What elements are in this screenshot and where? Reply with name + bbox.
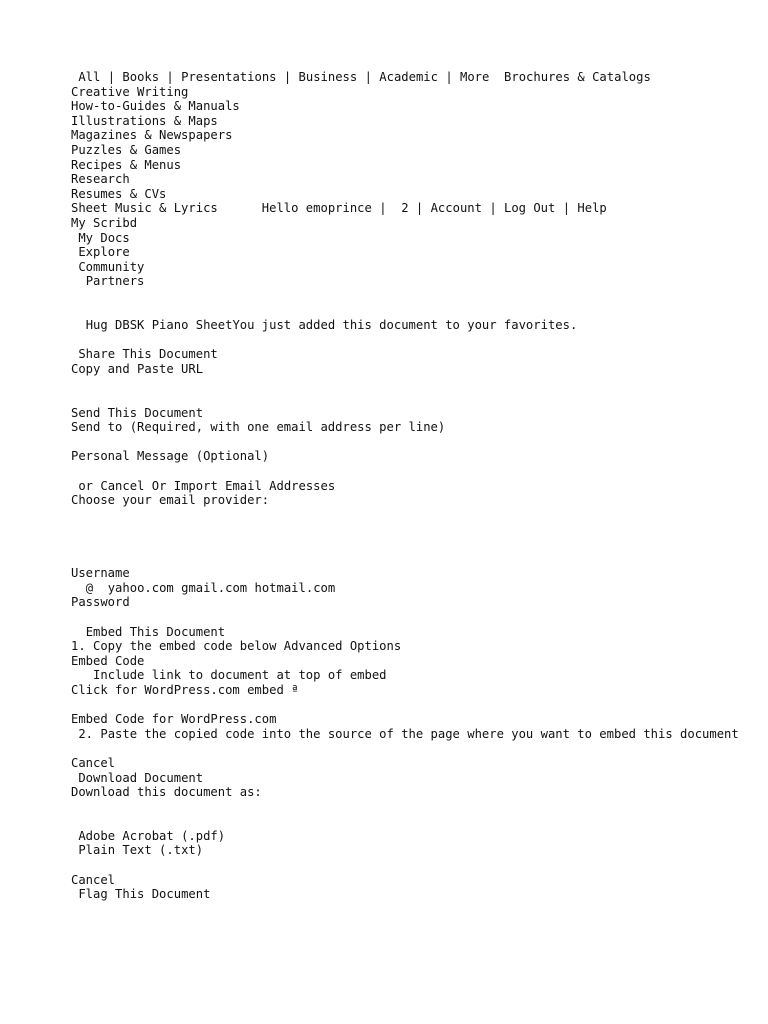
more-menu-item[interactable]: Magazines & Newspapers — [71, 128, 233, 143]
send-cancel-link[interactable]: Cancel — [100, 478, 145, 493]
flag-section-title — [71, 887, 761, 902]
download-pdf-link[interactable]: Adobe Acrobat (.pdf) — [78, 828, 226, 843]
user-bar-separator: | — [489, 201, 497, 216]
more-menu-item[interactable]: Creative Writing — [71, 84, 189, 99]
embed-step1: 1. Copy the embed code below — [71, 639, 277, 654]
partners-link[interactable]: Partners — [85, 274, 145, 289]
user-bar-separator: | — [562, 201, 571, 216]
user-bar-separator: | — [379, 201, 387, 216]
embed-step1-line — [71, 639, 761, 654]
nav-academic-link[interactable]: Academic — [379, 70, 438, 84]
inbox-count[interactable]: 2 — [401, 201, 409, 216]
provider-options — [71, 581, 761, 596]
wordpress-embed-link[interactable]: Click for WordPress.com embed — [71, 682, 284, 697]
password-label: Password — [71, 595, 130, 610]
provider-gmail[interactable]: gmail.com — [181, 580, 248, 595]
favorite-message: You just added this document to your favorites. — [232, 318, 578, 333]
my-scribd-item — [71, 231, 761, 246]
download-title[interactable]: Download Document — [78, 770, 204, 785]
partners-item — [71, 274, 761, 289]
my-scribd-item — [71, 245, 761, 260]
include-link-label: Include link to document at top of embed — [93, 668, 387, 683]
embed-code-label: Embed Code — [71, 653, 145, 668]
advanced-options-link[interactable]: Advanced Options — [283, 639, 402, 654]
share-section-title — [71, 347, 761, 362]
provider-yahoo[interactable]: yahoo.com — [107, 580, 174, 595]
more-menu-item[interactable]: Illustrations & Maps — [71, 113, 218, 128]
my-scribd-item — [71, 260, 761, 275]
more-menu-item[interactable]: Brochures & Catalogs — [504, 70, 651, 84]
nav-separator: | — [445, 70, 453, 84]
embed-step2-text: 2. Paste the copied code into the source of the page where you want to embed this document — [78, 726, 739, 741]
send-section-title: Send This Document — [71, 405, 204, 420]
nav-books-link[interactable]: Books — [122, 70, 160, 84]
more-menu-item[interactable]: How-to-Guides & Manuals — [71, 99, 240, 114]
explore-link[interactable]: Explore — [78, 245, 130, 260]
more-menu-item[interactable]: Sheet Music & Lyrics — [71, 201, 218, 216]
wordpress-code-label: Embed Code for WordPress.com — [71, 712, 277, 727]
send-to-label: Send to (Required, with one email address per line) — [71, 420, 446, 435]
more-menu-item[interactable]: Research — [71, 172, 130, 187]
user-bar-separator: | — [415, 201, 424, 216]
nav-all-link[interactable]: All — [78, 70, 101, 84]
top-nav — [71, 70, 761, 85]
download-format-option — [71, 843, 761, 858]
logout-link[interactable]: Log Out — [504, 201, 556, 216]
flag-title[interactable]: Flag This Document — [78, 887, 211, 902]
nav-business-link[interactable]: Business — [298, 70, 358, 84]
page-content — [71, 70, 761, 902]
more-menu-item[interactable]: Puzzles & Games — [71, 142, 182, 157]
nav-separator: | — [166, 70, 174, 84]
expand-arrow-icon[interactable]: ª — [291, 682, 299, 697]
wordpress-embed-line — [71, 683, 761, 698]
send-actions — [71, 479, 761, 494]
my-scribd-link[interactable]: My Scribd — [71, 215, 138, 230]
help-link[interactable]: Help — [577, 201, 607, 216]
my-docs-link[interactable]: My Docs — [78, 230, 130, 245]
nav-more-link[interactable]: More — [460, 70, 490, 84]
embed-title[interactable]: Embed This Document — [85, 624, 226, 639]
user-bar-line — [71, 201, 761, 216]
at-symbol: @ — [85, 580, 94, 595]
download-cancel-link[interactable]: Cancel — [71, 872, 116, 887]
or-text: or — [78, 478, 94, 493]
nav-separator: | — [283, 70, 292, 84]
nav-separator: | — [107, 70, 116, 84]
copy-url-label: Copy and Paste URL — [71, 361, 204, 376]
download-section-title — [71, 771, 761, 786]
download-format-option — [71, 829, 761, 844]
provider-hotmail[interactable]: hotmail.com — [254, 580, 336, 595]
choose-provider-label: Choose your email provider: — [71, 493, 270, 508]
nav-separator: | — [364, 70, 372, 84]
account-link[interactable]: Account — [430, 201, 482, 216]
document-header — [71, 318, 761, 333]
embed-step2 — [71, 727, 761, 742]
download-txt-link[interactable]: Plain Text (.txt) — [78, 843, 204, 858]
greeting-text: Hello emoprince — [261, 201, 372, 216]
more-menu-item[interactable]: Recipes & Menus — [71, 157, 182, 172]
import-email-link[interactable]: Or Import Email Addresses — [151, 478, 336, 493]
include-link-option[interactable] — [71, 668, 761, 683]
download-as-label: Download this document as: — [71, 785, 262, 800]
share-title[interactable]: Share This Document — [78, 347, 218, 362]
personal-message-label: Personal Message (Optional) — [71, 449, 270, 464]
nav-presentations-link[interactable]: Presentations — [181, 70, 277, 84]
username-label: Username — [71, 566, 130, 581]
document-title: Hug DBSK Piano Sheet — [85, 318, 233, 333]
community-link[interactable]: Community — [78, 259, 145, 274]
more-menu-item[interactable]: Resumes & CVs — [71, 186, 167, 201]
embed-section-title — [71, 625, 761, 640]
embed-cancel-link[interactable]: Cancel — [71, 755, 116, 770]
